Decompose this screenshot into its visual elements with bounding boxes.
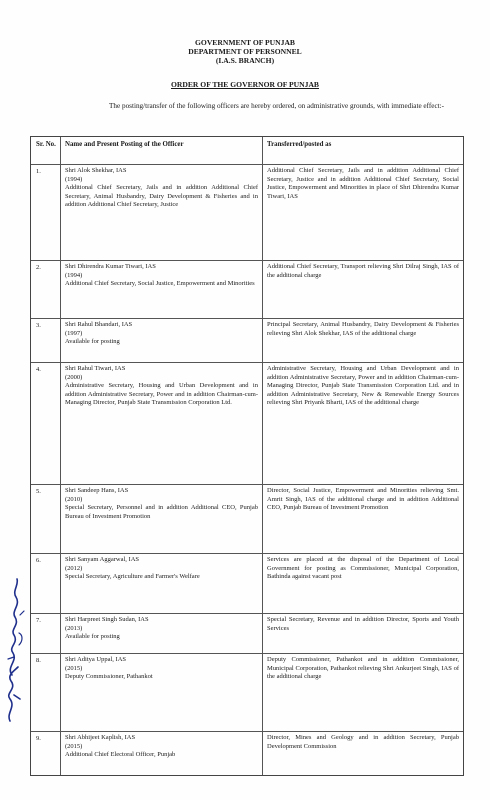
- officer-name: Shri Rahul Tiwari, IAS: [65, 365, 126, 372]
- row-sr-no: 9.: [36, 735, 41, 742]
- officer-cell: [65, 487, 258, 521]
- transfer-table: [30, 136, 464, 776]
- handwritten-signature: [2, 575, 28, 725]
- row-sr-no: 1.: [36, 168, 41, 175]
- table-row: [31, 613, 463, 653]
- officer-batch: (2012): [65, 564, 83, 572]
- present-posting: Available for posting: [65, 633, 120, 641]
- new-posting: Special Secretary, Revenue and in addition Director, Sports and Youth Services: [267, 616, 459, 632]
- new-posting: Additional Chief Secretary, Jails and in addition Additional Chief Secretary, Justice and in addition Additional Chief Secretary, Social Justice, Empowerment and Minorities in place of Shri Dhirendra Kumar Tiwari, IAS: [267, 167, 459, 200]
- new-posting: Additional Chief Secretary, Transport relieving Shri Dilraj Singh, IAS of the additional charge: [267, 263, 459, 279]
- officer-cell: [65, 656, 258, 682]
- row-sr-no: 3.: [36, 322, 41, 329]
- table-row: [31, 164, 463, 260]
- officer-name: Shri Rahul Bhandari, IAS: [65, 321, 133, 328]
- order-title: ORDER OF THE GOVERNOR OF PUNJAB: [170, 80, 319, 89]
- new-posting: Director, Mines and Geology and in addition Secretary, Punjab Development Commission: [267, 734, 459, 750]
- department-heading: DEPARTMENT OF PERSONNEL: [188, 47, 302, 56]
- officer-batch: (2000): [65, 373, 83, 381]
- officer-batch: (2015): [65, 664, 83, 672]
- officer-batch: (1994): [65, 271, 83, 279]
- row-sr-no: 5.: [36, 488, 41, 495]
- officer-cell: [65, 321, 258, 347]
- row-sr-no: 8.: [36, 657, 41, 664]
- officer-cell: [65, 556, 258, 582]
- row-sr-no: 7.: [36, 617, 41, 624]
- officer-batch: (1994): [65, 175, 83, 183]
- table-row: [31, 362, 463, 484]
- officer-cell: [65, 734, 258, 760]
- branch-heading: (I.A.S. BRANCH): [215, 56, 275, 65]
- intro-paragraph: The posting/transfer of the following officers are hereby ordered, on administrative grounds, with immediate effect:-: [109, 102, 445, 110]
- present-posting: Administrative Secretary, Housing and Urban Development and in addition Administrative Secretary, Power and in addition Chairman-cum-Managing Director, Punjab State Transmission Corporation Ltd.: [65, 382, 258, 407]
- table-row: [31, 653, 463, 731]
- officer-name: Shri Sanyam Aggarwal, IAS: [65, 556, 140, 563]
- table-row: [31, 260, 463, 318]
- present-posting: Additional Chief Secretary, Social Justice, Empowerment and Minorities: [65, 280, 255, 288]
- table-row: [31, 484, 463, 553]
- new-posting: Deputy Commissioner, Pathankot and in addition Commissioner, Municipal Corporation, Pathankot relieving Shri Ankurjeet Singh, IAS of the additional charge: [267, 656, 459, 681]
- present-posting: Additional Chief Electoral Officer, Punjab: [65, 751, 176, 759]
- officer-name: Shri Abhijeet Kaplish, IAS: [65, 734, 136, 741]
- officer-cell: [65, 167, 258, 210]
- present-posting: Deputy Commissioner, Pathankot: [65, 673, 153, 681]
- officer-batch: (2013): [65, 624, 83, 632]
- officer-name: Shri Alok Shekhar, IAS: [65, 167, 127, 174]
- new-posting: Services are placed at the disposal of the Department of Local Government for posting as Commissioner, Municipal Corporation, Bathinda against vacant post: [267, 556, 459, 581]
- officer-cell: [65, 616, 258, 642]
- present-posting: Additional Chief Secretary, Jails and in addition Additional Chief Secretary, Animal Husbandry, Dairy Development & Fisheries and in addition Additional Chief Secretary, Justice: [65, 184, 258, 209]
- row-sr-no: 6.: [36, 557, 41, 564]
- table-header-row: [31, 137, 463, 164]
- row-sr-no: 2.: [36, 264, 41, 271]
- table-row: [31, 318, 463, 362]
- new-posting: Principal Secretary, Animal Husbandry, Dairy Development & Fisheries relieving Shri Alok Shekhar, IAS of the additional charge: [267, 321, 459, 337]
- table-row: [31, 731, 463, 777]
- present-posting: Special Secretary, Personnel and in addition Additional CEO, Punjab Bureau of Investment Promotion: [65, 504, 258, 520]
- present-posting: Available for posting: [65, 338, 120, 346]
- officer-batch: (2010): [65, 495, 83, 503]
- officer-name: Shri Harpreet Singh Sudan, IAS: [65, 616, 149, 623]
- new-posting: Director, Social Justice, Empowerment and Minorities relieving Smt. Amrit Singh, IAS of the additional charge and in addition Additional CEO, Punjab Bureau of Investment Promotion: [267, 487, 459, 512]
- officer-cell: [65, 263, 258, 289]
- govt-heading: GOVERNMENT OF PUNJAB: [195, 38, 295, 47]
- present-posting: Special Secretary, Agriculture and Farmer's Welfare: [65, 573, 200, 581]
- officer-cell: [65, 365, 258, 408]
- officer-batch: (2015): [65, 742, 83, 750]
- officer-name: Shri Sandeep Hans, IAS: [65, 487, 129, 494]
- officer-name: Shri Aditya Uppal, IAS: [65, 656, 127, 663]
- header-officer: Name and Present Posting of the Officer: [65, 141, 184, 148]
- header-posted: Transferred/posted as: [267, 141, 332, 148]
- officer-batch: (1997): [65, 329, 83, 337]
- table-row: [31, 553, 463, 613]
- officer-name: Shri Dhirendra Kumar Tiwari, IAS: [65, 263, 156, 270]
- header-sr-no: Sr. No.: [36, 141, 56, 148]
- new-posting: Administrative Secretary, Housing and Urban Development and in addition Administrative Secretary, Power and in addition Chairman-cum-Managing Director, Punjab State Transmission Corporation Ltd. and in addition Administrative Secretary, New & Renewable Energy Sources relieving Shri Priyank Bharti, IAS of the additional charge: [267, 365, 459, 407]
- row-sr-no: 4.: [36, 366, 41, 373]
